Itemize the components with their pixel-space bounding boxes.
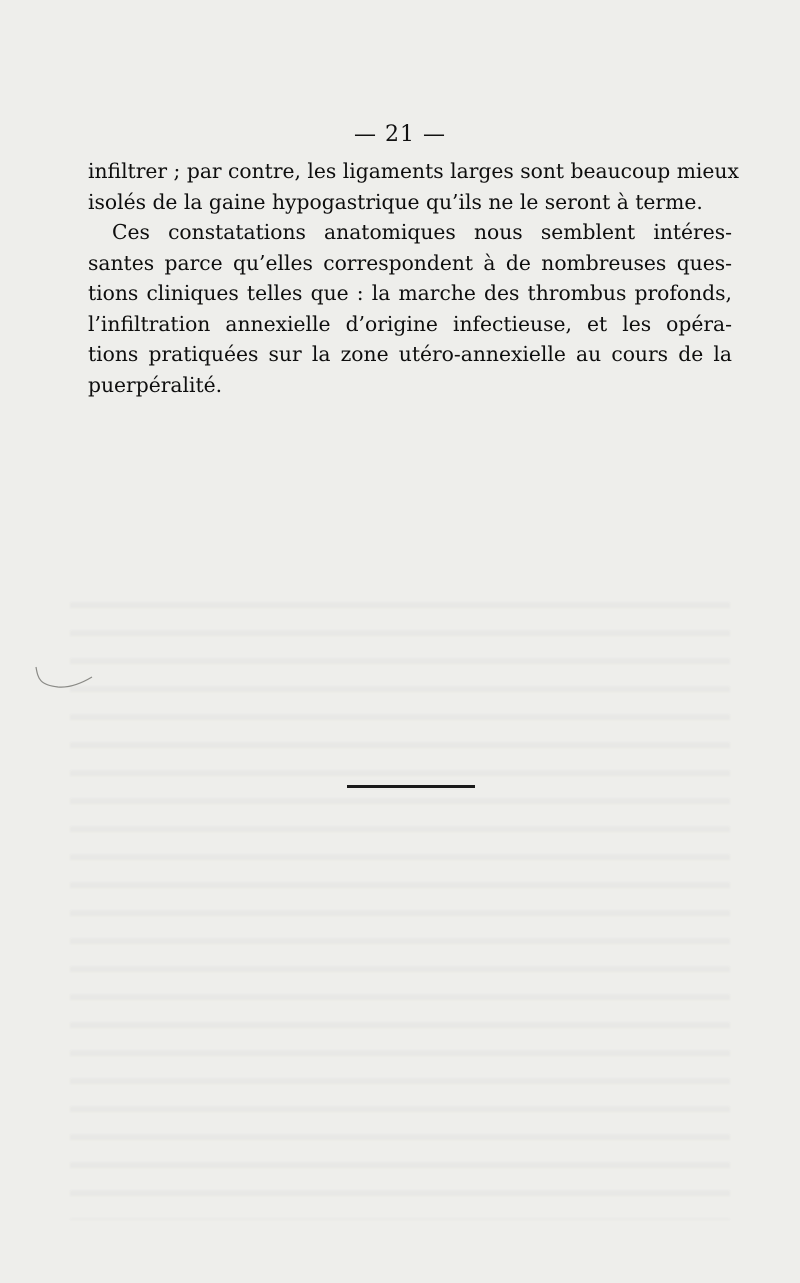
text-line: tions pratiquées sur la zone utéro-annexielle au cours de la (88, 342, 732, 366)
show-through-background (70, 580, 730, 1220)
page-number: — 21 — (354, 122, 446, 147)
body-text (88, 156, 739, 400)
text-line: infiltrer ; par contre, les ligaments larges sont beaucoup mieux (88, 159, 739, 183)
text-line: Ces constatations anatomiques nous semblent intéres- (112, 220, 732, 244)
section-divider (347, 785, 475, 788)
text-line: tions cliniques telles que : la marche des thrombus profonds, (88, 281, 732, 305)
text-line: puerpéralité. (88, 372, 223, 397)
text-line: l’infiltration annexielle d’origine infectieuse, et les opéra- (88, 311, 732, 336)
text-line: isolés de la gaine hypogastrique qu’ils ne le seront à terme. (88, 189, 703, 214)
text-line: santes parce qu’elles correspondent à de nombreuses ques- (88, 250, 732, 275)
margin-pencil-mark (30, 665, 100, 695)
